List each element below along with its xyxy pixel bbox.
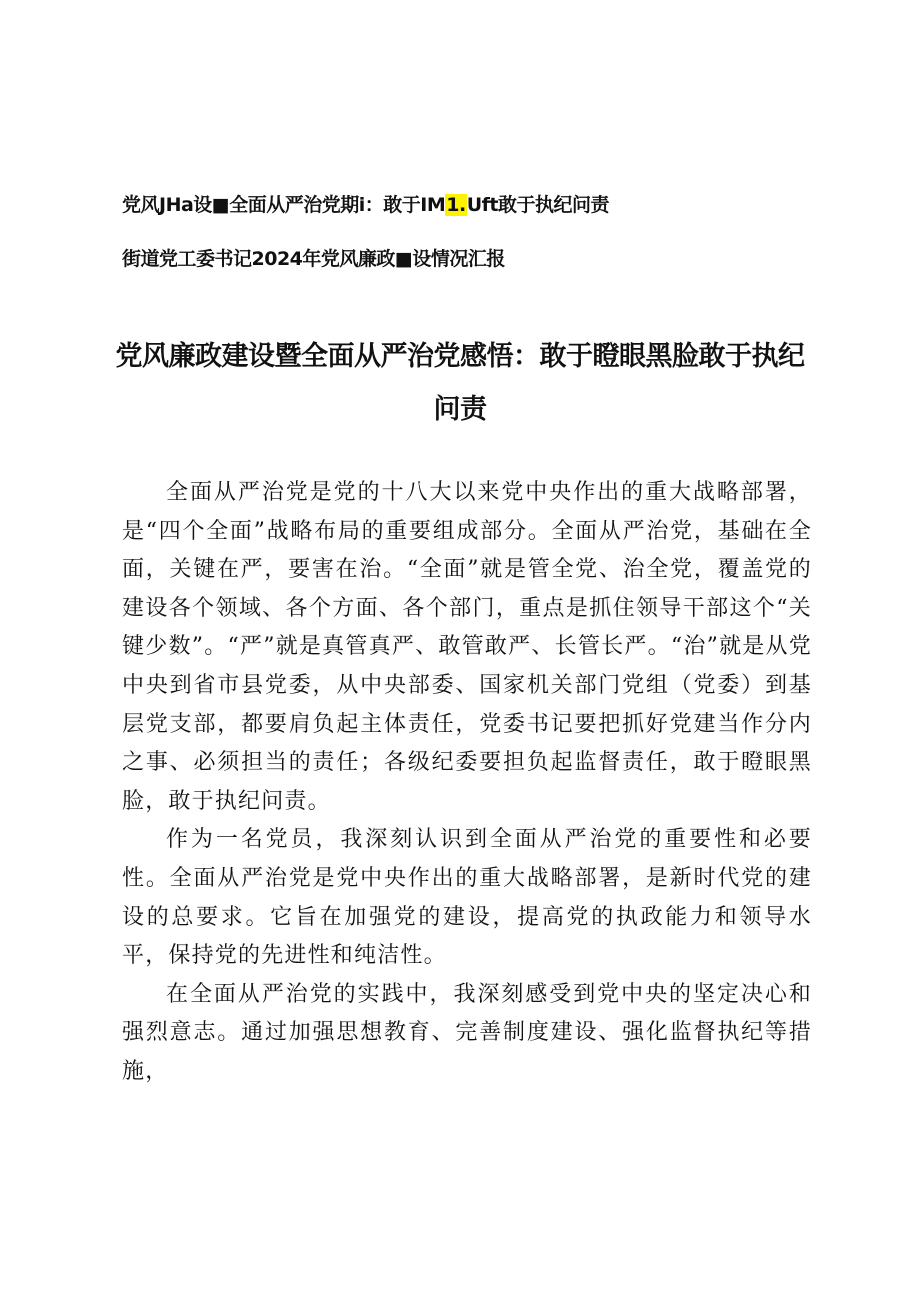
header-title-line: [122, 190, 609, 217]
document-title: 党风廉政建设暨全面从严治党感悟：敢于瞪眼黑脸敢于执纪问责: [115, 341, 805, 425]
body-paragraph: 全面从严治党是党的十八大以来党中央作出的重大战略部署，是“四个全面”战略布局的重要组成部分。全面从严治党，基础在全面，关键在严，要害在治。“全面”就是管全党、治全党，覆盖党的建设各个领域、各个方面、各个部门，重点是抓住领导干部这个“关键少数”。“严”就是真管真严、敢管敢严、长管长严。“治”就是从党中央到省市县党委，从中央部委、国家机关部门党组（党委）到基层党支部，都要肩负起主体责任，党委书记要把抓好党建当作分内之事、必须担当的责任；各级纪委要担负起监督责任，敢于瞪眼黑脸，敢于执纪问责。: [122, 480, 812, 814]
document-body: [122, 474, 812, 1092]
header-title-part-1: 党风JHa设■全面从严治党期i：敢于IM: [122, 194, 446, 216]
highlighted-text: 1.: [446, 194, 466, 216]
body-paragraph: 在全面从严治党的实践中，我深刻感受到党中央的坚定决心和强烈意志。通过加强思想教育、完善制度建设、强化监督执纪等措施，: [122, 981, 812, 1084]
body-paragraph: 作为一名党员，我深刻认识到全面从严治党的重要性和必要性。全面从严治党是党中央作出的重大战略部署，是新时代党的建设的总要求。它旨在加强党的建设，提高党的执政能力和领导水平，保持党的先进性和纯洁性。: [122, 827, 812, 969]
header-subtitle-line: 街道党工委书记2024年党风廉政■设情况汇报: [122, 248, 505, 270]
header-title-part-2: Uft敢于执纪问责: [466, 194, 609, 216]
